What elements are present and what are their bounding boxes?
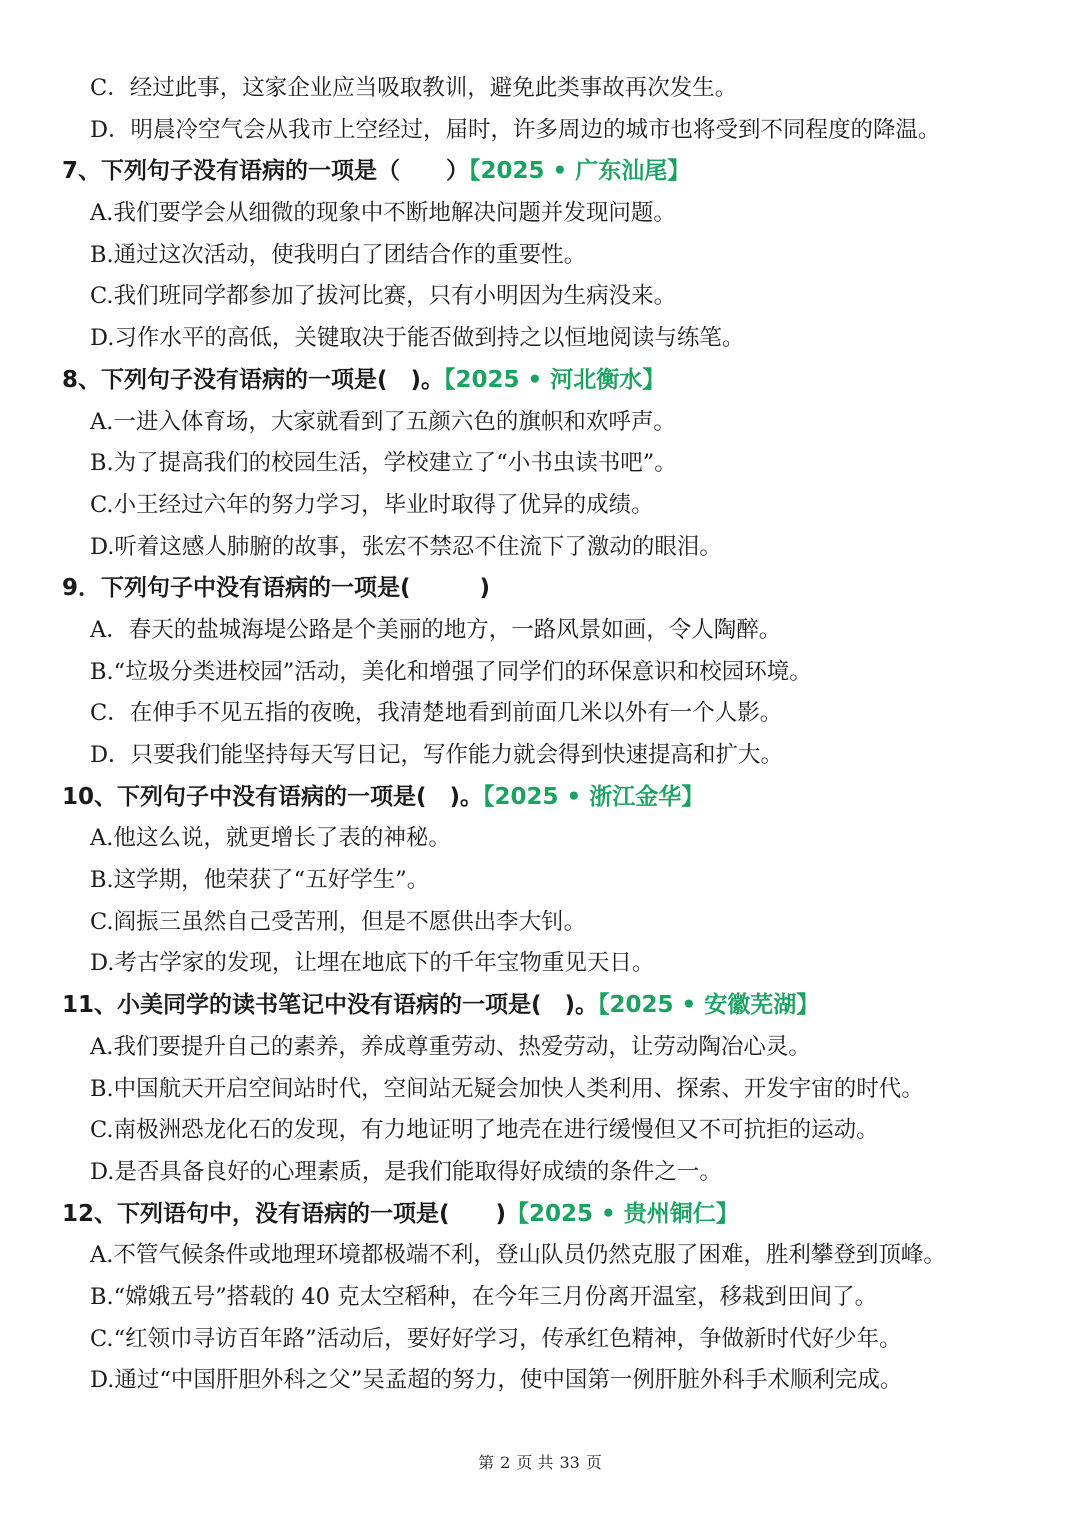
- question-9-stem: 9．下列句子中没有语病的一项是( ): [62, 575, 491, 602]
- lead-option-c: C．经过此事，这家企业应当吸取教训，避免此类事故再次发生。: [90, 75, 738, 101]
- question-8-option-b: B.为了提高我们的校园生活，学校建立了“小书虫读书吧”。: [90, 450, 677, 477]
- question-7-option-a: A.我们要学会从细微的现象中不断地解决问题并发现问题。: [90, 200, 676, 227]
- question-12-option-c: C.“红领巾寻访百年路”活动后，要好好学习，传承红色精神，争做新时代好少年。: [90, 1325, 902, 1352]
- question-11-stem: 11、小美同学的读书笔记中没有语病的一项是( )。【2025 • 安徽芜湖】: [62, 992, 820, 1019]
- question-12-option-a: A.不管气候条件或地理环境都极端不利，登山队员仍然克服了困难，胜利攀登到顶峰。: [90, 1242, 946, 1269]
- question-7-option-b: B.通过这次活动，使我明白了团结合作的重要性。: [90, 241, 587, 268]
- question-8-stem: 8、下列句子没有语病的一项是( )。【2025 • 河北衡水】: [62, 366, 666, 393]
- question-10-option-c: C.阎振三虽然自己受苦刑，但是不愿供出李大钊。: [90, 908, 587, 935]
- question-10-option-b: B.这学期，他荣获了“五好学生”。: [90, 867, 430, 894]
- question-list: [62, 68, 1022, 1402]
- question-9-option-c: C．在伸手不见五指的夜晚，我清楚地看到前面几米以外有一个人影。: [90, 700, 783, 727]
- question-10-stem: 10、下列句子中没有语病的一项是( )。【2025 • 浙江金华】: [62, 783, 705, 810]
- question-8-option-d: D.听着这感人肺腑的故事，张宏不禁忍不住流下了激动的眼泪。: [90, 533, 722, 560]
- question-10-option-d: D.考古学家的发现，让埋在地底下的千年宝物重见天日。: [90, 950, 655, 977]
- question-9-option-d: D．只要我们能坚持每天写日记，写作能力就会得到快速提高和扩大。: [90, 742, 784, 768]
- question-12-option-b: B.“嫦娥五号”搭载的 40 克太空稻种，在今年三月份离开温室，移栽到田间了。: [90, 1283, 878, 1310]
- question-10-option-a: A.他这么说，就更增长了表的神秘。: [90, 825, 451, 852]
- question-7-option-d: D.习作水平的高低，关键取决于能否做到持之以恒地阅读与练笔。: [90, 325, 745, 352]
- question-8-option-c: C.小王经过六年的努力学习，毕业时取得了优异的成绩。: [90, 491, 654, 518]
- total-page-count: 33: [559, 1453, 580, 1472]
- page-number-footer: 第 2 页 共 33 页: [478, 1453, 602, 1472]
- question-7-source: 【2025 • 广东汕尾】: [469, 158, 691, 185]
- question-11-option-c: C.南极洲恐龙化石的发现，有力地证明了地壳在进行缓慢但又不可抗拒的运动。: [90, 1117, 879, 1144]
- question-9-option-b: B.“垃圾分类进校园”活动，美化和增强了同学们的环保意识和校园环境。: [90, 658, 812, 685]
- question-12-option-d: D.通过“中国肝胆外科之父”吴孟超的努力，使中国第一例肝脏外科手术顺利完成。: [90, 1367, 903, 1394]
- question-12-source: 【2025 • 贵州铜仁】: [506, 1200, 739, 1227]
- question-11-option-d: D.是否具备良好的心理素质，是我们能取得好成绩的条件之一。: [90, 1158, 722, 1185]
- question-8-source: 【2025 • 河北衡水】: [444, 366, 666, 393]
- question-7-option-c: C.我们班同学都参加了拔河比赛，只有小明因为生病没来。: [90, 283, 677, 310]
- question-9-option-a: A．春天的盐城海堤公路是个美丽的地方，一路风景如画，令人陶醉。: [90, 616, 782, 643]
- question-7-stem: 7、下列句子没有语病的一项是（ ）【2025 • 广东汕尾】: [62, 158, 691, 185]
- lead-option-d: D．明晨冷空气会从我市上空经过，届时，许多周边的城市也将受到不同程度的降温。: [90, 116, 941, 143]
- question-11-option-b: B.中国航天开启空间站时代，空间站无疑会加快人类利用、探索、开发宇宙的时代。: [90, 1075, 924, 1102]
- question-8-option-a: A.一进入体育场，大家就看到了五颜六色的旗帜和欢呼声。: [90, 408, 676, 435]
- question-11-source: 【2025 • 安徽芜湖】: [598, 992, 820, 1019]
- current-page-number: 2: [500, 1453, 511, 1472]
- question-11-option-a: A.我们要提升自己的素养，养成尊重劳动、热爱劳动，让劳动陶冶心灵。: [90, 1033, 811, 1060]
- question-12-stem: 12、下列语句中，没有语病的一项是( )【2025 • 贵州铜仁】: [62, 1200, 739, 1227]
- question-10-source: 【2025 • 浙江金华】: [483, 783, 705, 810]
